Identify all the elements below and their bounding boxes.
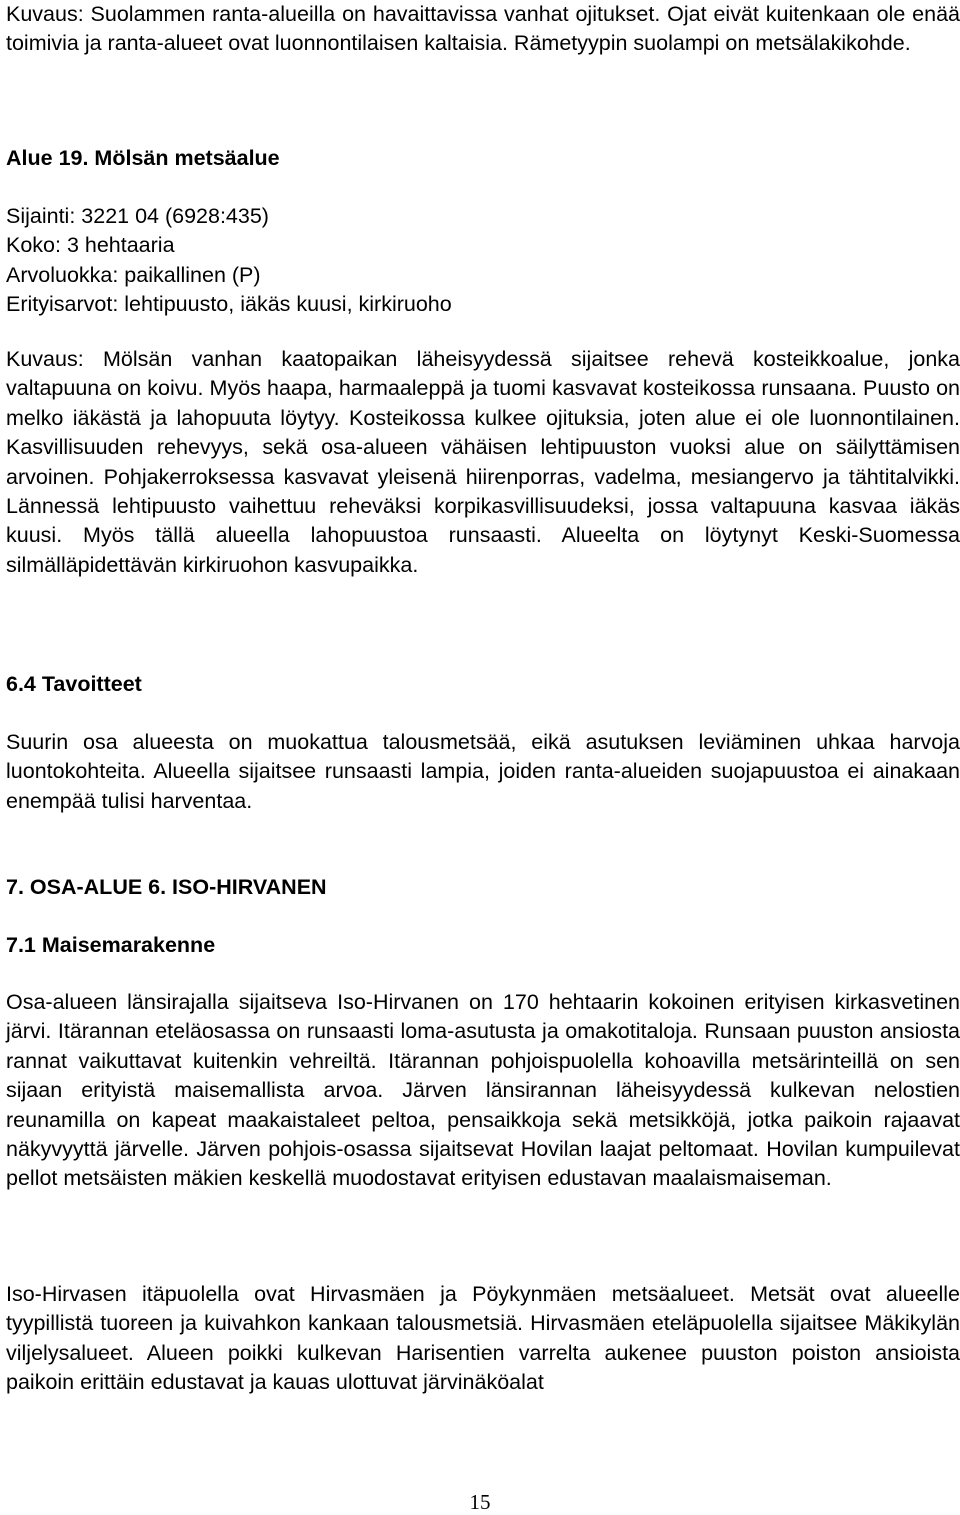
- area19-special-values: Erityisarvot: lehtipuusto, iäkäs kuusi, kirkiruoho: [6, 292, 452, 317]
- section64-heading: 6.4 Tavoitteet: [6, 672, 142, 696]
- area19-size: Koko: 3 hehtaaria: [6, 233, 175, 258]
- section7-heading-block: [6, 873, 960, 902]
- area19-value-class: Arvoluokka: paikallinen (P): [6, 262, 261, 287]
- section71-paragraph-1: Osa-alueen länsirajalla sijaitseva Iso-Hirvanen on 170 hehtaarin kokoinen erityisen kirkasvetinen järvi. Itärannan eteläosassa on runsaasti loma-asutusta ja omakotitaloja. Runsaan puuston ansiosta rannat vaikuttavat kuitenkin vehreiltä. Itärannan pohjoispuolella kohoavilla metsärinteillä on sen sijaan erityistä maisemallista arvoa. Järven länsirannan läheisyydessä kulkevan nelostien reunamilla on kapeat maakaistaleet peltoa, pensaikkoja sekä metsikköjä, jotka paikoin rajaavat näkyvyyttä järvelle. Järven pohjois-osassa sijaitsevat Hovilan laajat peltomaat. Hovilan kumpuilevat pellot metsäisten mäkien keskellä muodostavat erityisen edustavan maalaismaiseman.: [6, 990, 960, 1191]
- section71-body-2: [6, 1280, 960, 1398]
- area19-description-block: [6, 345, 960, 580]
- area19-section: [6, 144, 960, 173]
- page-number: 15: [469, 1490, 491, 1514]
- area19-heading: Alue 19. Mölsän metsäalue: [6, 146, 280, 170]
- section71-heading-block: [6, 931, 960, 960]
- section71-paragraph-2: Iso-Hirvasen itäpuolella ovat Hirvasmäen ja Pöykynmäen metsäalueet. Metsät ovat alueelle tyypillistä tuoreen ja kuivahkon kankaan talousmetsiä. Hirvasmäen eteläpuolella sijaitsee Mäkikylän viljelysalueet. Alueen poikki kulkevan Harisentien varrelta aukenee puuston poiston ansioista paikoin erittäin edustavat ja kauas ulottuvat järvinäköalat: [6, 1282, 960, 1395]
- area19-description: Kuvaus: Mölsän vanhan kaatopaikan läheisyydessä sijaitsee rehevä kosteikkoalue, jonka valtapuuna on koivu. Myös haapa, harmaaleppä ja tuomi kasvavat kosteikossa runsaana. Puusto on melko iäkästä ja lahopuuta löytyy. Kosteikossa kulkee ojituksia, joten alue ei ole luonnontilainen. Kasvillisuuden rehevyys, sekä osa-alueen vähäisen lehtipuuston vuoksi alue on säilyttämisen arvoinen. Pohjakerroksessa kasvavat yleisenä hiirenporras, vadelma, mesiangervo ja tähtitalvikki. Lännessä lehtipuusto vaihettuu reheväksi korpikasvillisuudeksi, jossa valtapuuna kasvaa iäkäs kuusi. Myös tällä alueella lahopuustoa runsaasti. Alueelta on löytynyt Keski-Suomessa silmälläpidettävän kirkiruohon kasvupaikka.: [6, 347, 960, 577]
- intro-paragraph: Kuvaus: Suolammen ranta-alueilla on havaittavissa vanhat ojitukset. Ojat eivät kuitenkaan ole enää toimivia ja ranta-alueet ovat luonnontilaisen kaltaisia. Rämetyypin suolampi on metsälakikohde.: [6, 2, 960, 56]
- section64-paragraph: Suurin osa alueesta on muokattua talousmetsää, eikä asutuksen leviäminen uhkaa harvoja luontokohteita. Alueella sijaitsee runsaasti lampia, joiden ranta-alueiden suojapuustoa ei ainakaan enempää tulisi harventaa.: [6, 730, 960, 813]
- area19-location: Sijainti: 3221 04 (6928:435): [6, 204, 269, 228]
- intro-section: [6, 0, 960, 59]
- section7-heading: 7. OSA-ALUE 6. ISO-HIRVANEN: [6, 875, 327, 899]
- section71-heading: 7.1 Maisemarakenne: [6, 933, 216, 957]
- section64-body: [6, 728, 960, 816]
- area19-facts: [6, 202, 960, 320]
- section71-body-1: [6, 988, 960, 1194]
- section64-heading-block: [6, 670, 960, 699]
